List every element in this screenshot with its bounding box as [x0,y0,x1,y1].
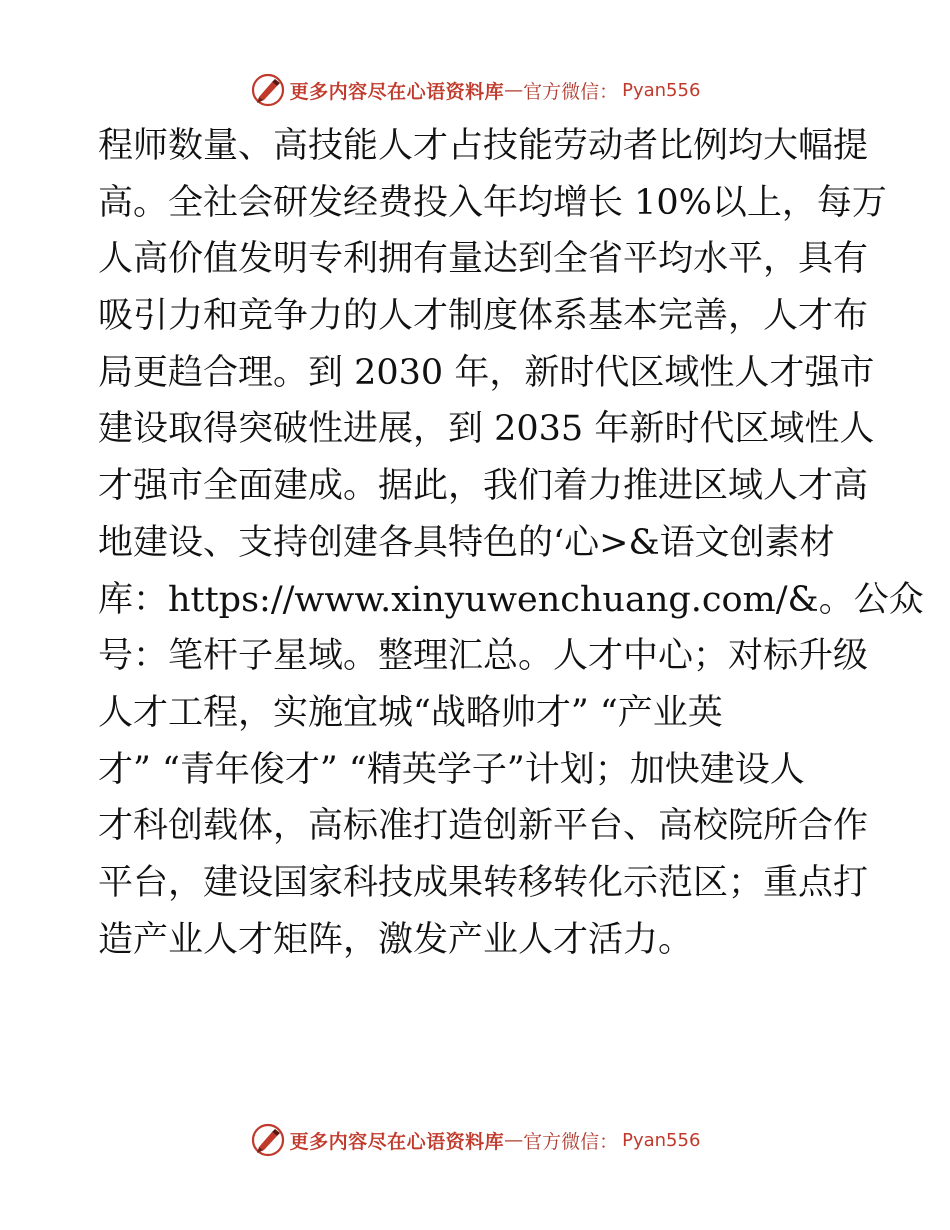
text-line: 造产业人才矩阵，激发产业人才活力。 [98,919,694,960]
text-line: 地建设、支持创建各具特色的‘心>&语文创素材 [98,522,835,563]
text-line: 建设取得突破性进展，到 2035 年新时代区域性人 [98,409,875,450]
footer-banner [0,1122,950,1158]
footer-slogan: 更多内容尽在心语资料库 [289,1130,505,1153]
pen-logo-icon [250,1122,286,1158]
text-line: 号：笔杆子星域。整理汇总。人才中心；对标升级 [98,636,869,677]
header-banner [0,72,950,108]
body-paragraph [98,118,924,968]
text-line: 库：https://www.xinyuwenchuang.com/&。公众 [98,579,924,620]
banner-contact-id: Pyan556 [622,79,701,101]
text-line: 人才工程，实施宜城“战略帅才” “产业英 [98,692,723,733]
pen-logo-icon [250,72,286,108]
text-line: 程师数量、高技能人才占技能劳动者比例均大幅提 [98,126,869,166]
text-line: 人高价值发明专利拥有量达到全省平均水平，具有 [98,239,869,280]
text-line: 才科创载体，高标准打造创新平台、高校院所合作 [98,806,869,847]
banner-slogan: 更多内容尽在心语资料库 [289,80,505,103]
text-line: 吸引力和竞争力的人才制度体系基本完善，人才布 [98,296,869,337]
banner-separator: — [504,79,524,101]
text-line: 局更趋合理。到 2030 年，新时代区域性人才强市 [98,352,875,393]
text-line: 高。全社会研发经费投入年均增长 10%以上，每万 [98,182,887,223]
text-line: 才强市全面建成。据此，我们着力推进区域人才高 [98,466,869,507]
footer-contact-id: Pyan556 [622,1129,701,1151]
text-line: 平台，建设国家科技成果转移转化示范区；重点打 [98,862,869,903]
text-line: 才” “青年俊才” “精英学子”计划；加快建设人 [98,749,805,790]
footer-separator: — [504,1129,524,1151]
footer-contact-label: 官方微信： [523,1130,619,1153]
banner-contact-label: 官方微信： [523,80,619,103]
